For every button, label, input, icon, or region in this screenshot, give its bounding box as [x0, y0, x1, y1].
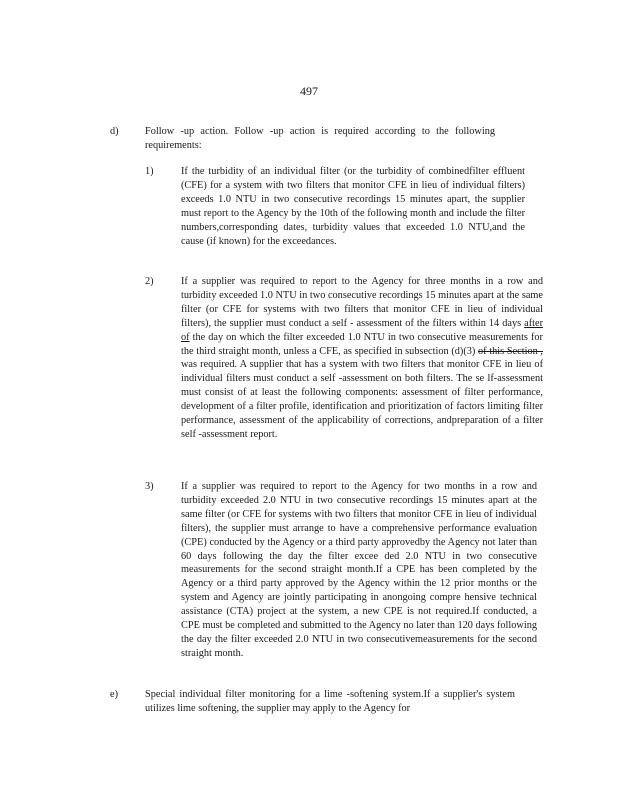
item-2-text-pre: If a supplier was required to report to the Agency for three months in a row and turbidity exceeded 1.0 NTU in two consecutive recordings 15 minutes apart at the same filter (or CFE for systems with two filters that monitor CFE in lieu of individual filters), the supplier must conduct a self - assessment of the filters within 14 days: [181, 276, 543, 329]
item-2-text: [181, 275, 543, 442]
item-2-underlined-insertion: after of: [181, 317, 543, 343]
item-1-marker: 1): [145, 166, 154, 177]
section-e-text: Special individual filter monitoring for a lime -softening system.If a supplier's system utilizes lime softening, the supplier may apply to the Agency for: [145, 689, 515, 714]
page-number: 497: [300, 84, 318, 98]
item-2-struck-deletion: of this Section ,: [478, 345, 543, 357]
item-2-marker: 2): [145, 276, 154, 287]
item-2-text-post: was required. A supplier that has a system with two filters that monitor CFE in lieu of individual filters must conduct a self -assessment on both filters. The se lf-assessment must consist of at least the following components: assessment of filter performance, development of a filter profile, identification and prioritization of factors limiting filter performance, assessment of the applicability of corrections, andpreparation of a filter self -assessment report.: [181, 359, 543, 440]
item-1-text: If the turbidity of an individual filter (or the turbidity of combinedfilter effluent (CFE) for a system with two filters that monitor CFE in lieu of individual filters) exceeds 1.0 NTU in two consecutive recordings 15 minutes apart, the supplier must report to the Agency by the 10th of the following month and include the filter numbers,corresponding dates, turbidity values that exceeded 1.0 NTU,and the cause (if known) for the exceedances.: [181, 166, 525, 247]
item-3-text: If a supplier was required to report to the Agency for two months in a row and turbidity exceeded 2.0 NTU in two consecutive recordings 15 minutes apart at the same filter (or CFE for systems with two filters that monitor CFE in lieu of individual filters), the supplier must arrange to have a comprehensive performance evaluation (CPE) conducted by the Agency or a third party approvedby the Agency not later than 60 days following the day the filter excee ded 2.0 NTU in two consecutive measurements for the second straight month.If a CPE has been completed by the Agency or a third party approved by the Agency within the 12 prior months or the system and Agency are jointly participating in anongoing compre hensive technical assistance (CTA) project at the system, a new CPE is not required.If conducted, a CPE must be completed and submitted to the Agency no later than 120 days following the day the filter exceeded 2.0 NTU in two consecutivemeasurements for the second straight month.: [181, 481, 537, 659]
item-2-text-mid: the day on which the filter exceeded 1.0 NTU in two consecutive measurements for the third straight month, unless a CFE, as specified in subsection (d)(3): [181, 331, 543, 357]
section-e-marker: e): [110, 689, 118, 700]
item-3-marker: 3): [145, 481, 154, 492]
section-d-heading: Follow -up action. Follow -up action is required according to the following requirements:: [145, 126, 495, 151]
section-d-marker: d): [110, 126, 119, 137]
